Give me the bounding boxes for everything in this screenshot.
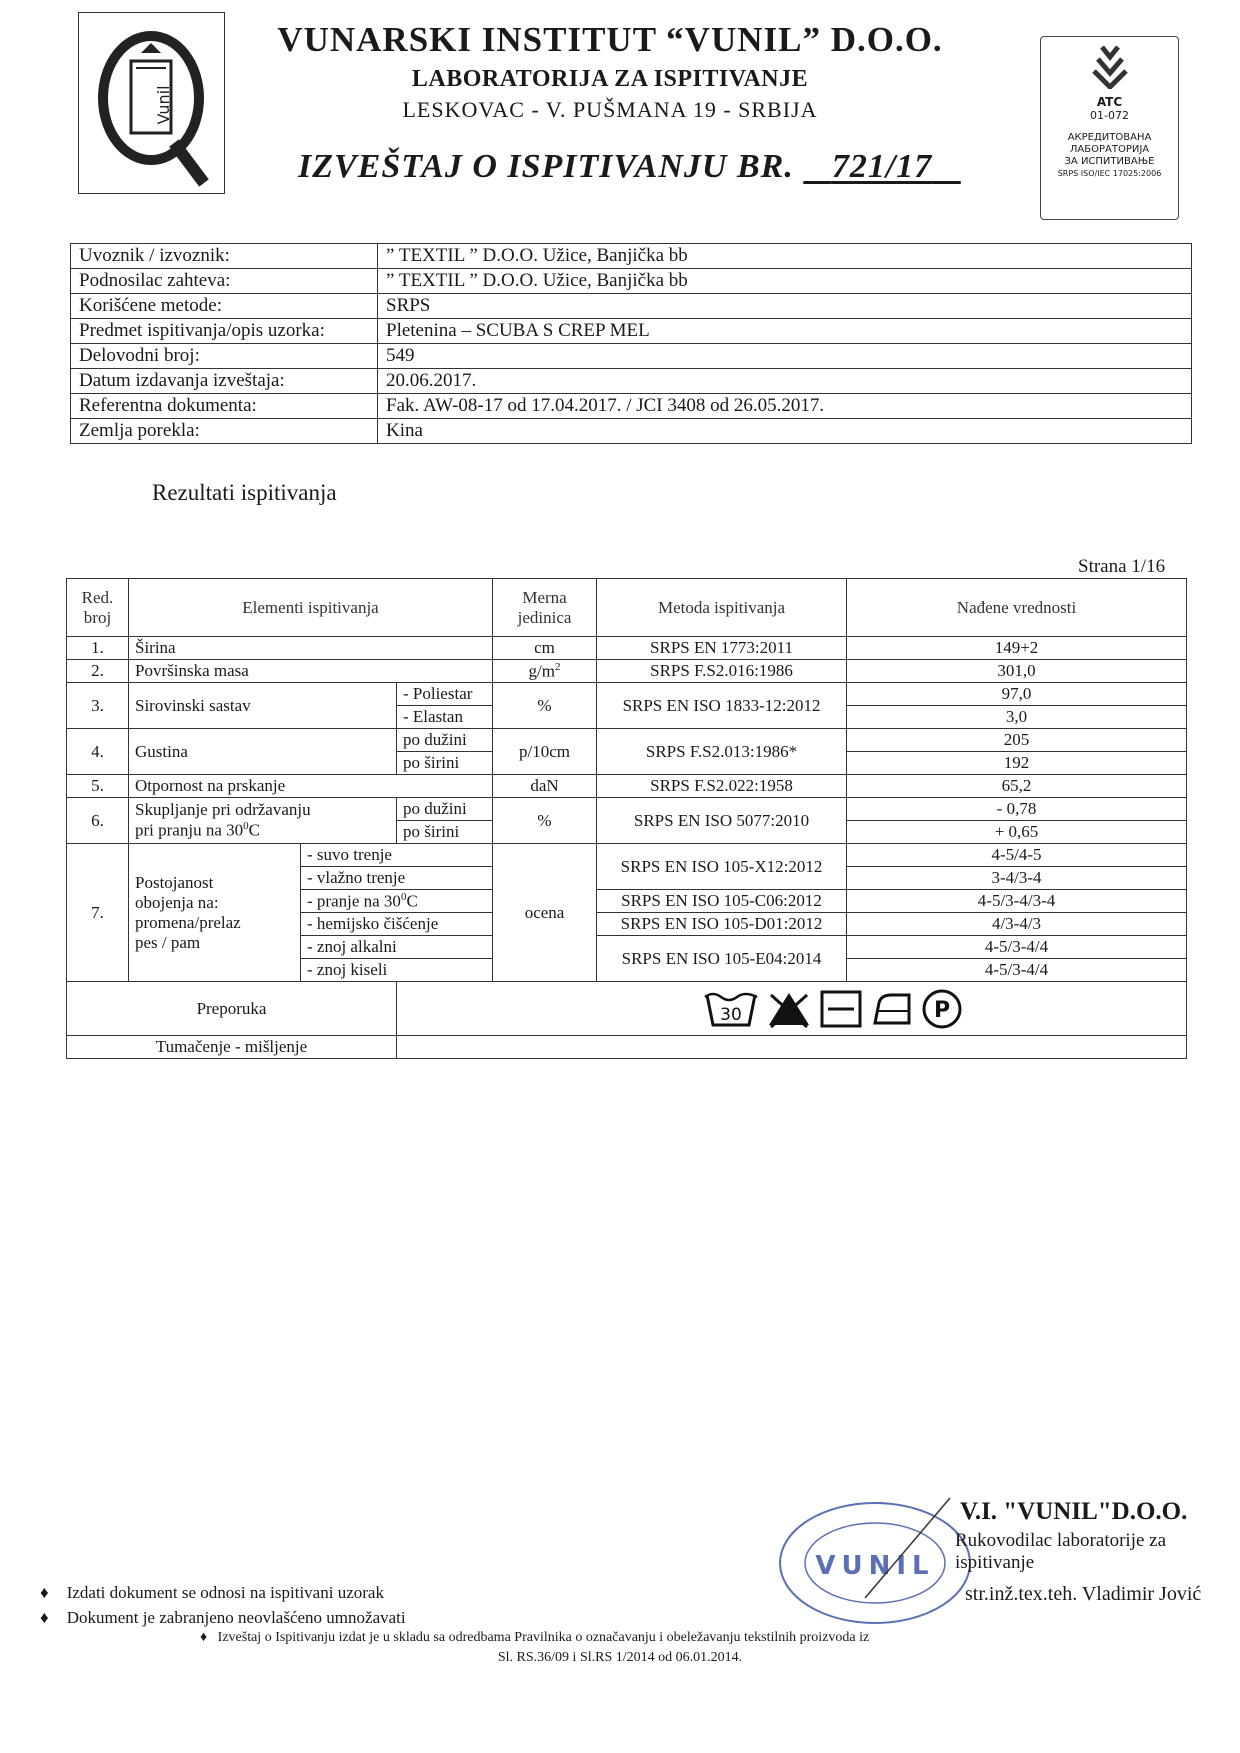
table-row <box>67 637 1187 660</box>
tumble-dry-prohibited-icon <box>819 989 863 1029</box>
info-label: Podnosilac zahteva: <box>71 269 378 294</box>
info-label: Predmet ispitivanja/opis uzorka: <box>71 319 378 344</box>
table-header-row <box>67 579 1187 637</box>
signature-role: Rukovodilac laboratorije za ispitivanje <box>955 1530 1167 1573</box>
info-value: Fak. AW-08-17 od 17.04.2017. / JCI 3408 od 26.05.2017. <box>378 394 1192 419</box>
info-row <box>71 319 1192 344</box>
row-method: SRPS EN ISO 105-C06:2012 <box>597 890 847 913</box>
svg-text:30: 30 <box>720 1004 742 1025</box>
info-value: 549 <box>378 344 1192 369</box>
row-method: SRPS EN 1773:2011 <box>597 637 847 660</box>
row-method: SRPS EN ISO 105-X12:2012 <box>597 844 847 890</box>
row-value: 4-5/3-4/3-4 <box>847 890 1187 913</box>
row-element: Gustina <box>129 729 397 775</box>
row-value: 301,0 <box>847 660 1187 683</box>
atc-line3: ЗА ИСПИТИВАЊЕ <box>1064 156 1155 167</box>
row-method: SRPS F.S2.016:1986 <box>597 660 847 683</box>
row-method: SRPS EN ISO 1833-12:2012 <box>597 683 847 729</box>
title-block <box>240 20 980 123</box>
row-unit: $g/m^2$ <box>493 660 597 683</box>
info-row <box>71 344 1192 369</box>
atc-line2: ЛАБОРАТОРИЈА <box>1069 144 1150 155</box>
row-method: SRPS EN ISO 105-D01:2012 <box>597 913 847 936</box>
header-values: Nađene vrednosti <box>847 579 1187 637</box>
row-element: Skupljanje pri održavanju pri pranju na $30^0C$ <box>129 798 397 844</box>
dry-clean-p-icon <box>921 988 963 1030</box>
no-bleach-icon <box>765 989 813 1029</box>
row-element: Postojanost obojenja na: promena/prelaz pes / pam <box>129 844 301 982</box>
row-value: 205 <box>847 729 1187 752</box>
institute-logo <box>78 12 225 194</box>
row-subelement: - suvo trenje <box>301 844 493 867</box>
row-unit: % <box>493 683 597 729</box>
info-value: Pletenina – SCUBA S CREP MEL <box>378 319 1192 344</box>
info-value: ” TEXTIL ” D.O.O. Užice, Banjička bb <box>378 269 1192 294</box>
institute-name: VUNARSKI INSTITUT “VUNIL” D.O.O. <box>277 20 943 59</box>
row-subelement: po širini <box>397 752 493 775</box>
row-no: 1. <box>67 637 129 660</box>
row-value: 4-5/3-4/4 <box>847 936 1187 959</box>
laboratory-stamp <box>770 1488 980 1638</box>
table-row <box>67 660 1187 683</box>
row-unit: ocena <box>493 844 597 982</box>
iron-icon <box>869 989 915 1029</box>
header-method: Metoda ispitivanja <box>597 579 847 637</box>
accreditation-badge <box>1040 36 1179 220</box>
row-no: 6. <box>67 798 129 844</box>
legal-line2: Sl. RS.36/09 i Sl.RS 1/2014 od 06.01.2014. <box>497 1650 743 1665</box>
info-label: Zemlja porekla: <box>71 419 378 444</box>
stamp-text: VUNIL <box>815 1551 935 1581</box>
table-row <box>67 798 1187 821</box>
row-subelement: - hemijsko čišćenje <box>301 913 493 936</box>
info-label: Datum izdavanja izveštaja: <box>71 369 378 394</box>
info-row <box>71 369 1192 394</box>
care-symbols <box>403 988 1180 1030</box>
row-subelement: - vlažno trenje <box>301 867 493 890</box>
header-elements: Elementi ispitivanja <box>129 579 493 637</box>
row-element: Širina <box>129 637 493 660</box>
bullet-icon: ♦ <box>200 1630 208 1645</box>
atc-checkmark-icon <box>1090 45 1130 89</box>
bullet-icon: ♦ <box>40 1608 49 1627</box>
info-value: ” TEXTIL ” D.O.O. Užice, Banjička bb <box>378 244 1192 269</box>
row-value: - 0,78 <box>847 798 1187 821</box>
row-value: 4-5/4-5 <box>847 844 1187 867</box>
interpretation-row <box>67 1036 1187 1059</box>
row-value: 149+2 <box>847 637 1187 660</box>
row-value: 4/3-4/3 <box>847 913 1187 936</box>
info-value: Kina <box>378 419 1192 444</box>
table-row <box>67 683 1187 706</box>
interpretation-value <box>397 1036 1187 1059</box>
row-subelement: - znoj alkalni <box>301 936 493 959</box>
signature-name: str.inž.tex.teh. Vladimir Jović <box>965 1583 1202 1605</box>
sample-info-table <box>70 243 1192 444</box>
row-unit: cm <box>493 637 597 660</box>
row-no: 5. <box>67 775 129 798</box>
note-item: ♦ Izdati dokument se odnosi na ispitivani uzorak <box>40 1580 406 1605</box>
info-value: SRPS <box>378 294 1192 319</box>
info-row <box>71 394 1192 419</box>
table-row <box>67 844 1187 867</box>
row-subelement: po dužini <box>397 798 493 821</box>
notes <box>40 1580 406 1630</box>
atc-number: 01-072 <box>1090 109 1129 122</box>
info-label: Korišćene metode: <box>71 294 378 319</box>
vunil-logo-icon <box>79 13 224 193</box>
info-row <box>71 294 1192 319</box>
row-value: 97,0 <box>847 683 1187 706</box>
info-label: Delovodni broj: <box>71 344 378 369</box>
laboratory-address: LESKOVAC - V. PUŠMANA 19 - SRBIJA <box>402 97 818 122</box>
atc-standard: SRPS ISO/IEC 17025:2006 <box>1057 169 1162 178</box>
info-row <box>71 269 1192 294</box>
row-element: Površinska masa <box>129 660 493 683</box>
row-method: SRPS F.S2.013:1986* <box>597 729 847 775</box>
report-prefix: IZVEŠTAJ O ISPITIVANJU BR. <box>298 148 794 185</box>
table-row <box>67 775 1187 798</box>
row-value: 3-4/3-4 <box>847 867 1187 890</box>
atc-line1: АКРЕДИТОВАНА <box>1067 132 1152 143</box>
row-subelement: - znoj kiseli <box>301 959 493 982</box>
row-no: 4. <box>67 729 129 775</box>
legal-note <box>200 1628 1040 1668</box>
info-value: 20.06.2017. <box>378 369 1192 394</box>
row-value: 3,0 <box>847 706 1187 729</box>
row-subelement: po širini <box>397 821 493 844</box>
header-unit: Merna jedinica <box>493 579 597 637</box>
note-item: ♦ Dokument je zabranjeno neovlašćeno umnožavati <box>40 1605 406 1630</box>
info-label: Uvoznik / izvoznik: <box>71 244 378 269</box>
row-method: SRPS F.S2.022:1958 <box>597 775 847 798</box>
logo-text: Vunil <box>154 85 173 125</box>
signature-org: V.I. "VUNIL"D.O.O. <box>960 1498 1188 1525</box>
results-heading: Rezultati ispitivanja <box>152 480 337 505</box>
row-no: 2. <box>67 660 129 683</box>
care-symbols-cell <box>397 982 1187 1036</box>
row-unit: % <box>493 798 597 844</box>
laboratory-name: LABORATORIJA ZA ISPITIVANJE <box>411 66 809 92</box>
row-method: SRPS EN ISO 105-E04:2014 <box>597 936 847 982</box>
info-label: Referentna dokumenta: <box>71 394 378 419</box>
row-value: 192 <box>847 752 1187 775</box>
row-no: 3. <box>67 683 129 729</box>
wash-30-icon <box>703 989 759 1029</box>
row-subelement: - Poliestar <box>397 683 493 706</box>
recommendation-row <box>67 982 1187 1036</box>
row-value: 65,2 <box>847 775 1187 798</box>
table-row <box>67 729 1187 752</box>
row-method: SRPS EN ISO 5077:2010 <box>597 798 847 844</box>
row-no: 7. <box>67 844 129 982</box>
row-subelement: - Elastan <box>397 706 493 729</box>
interpretation-label: Tumačenje - mišljenje <box>67 1036 397 1059</box>
row-unit: p/10cm <box>493 729 597 775</box>
legal-line1: ♦ Izveštaj o Ispitivanju izdat je u skladu sa odredbama Pravilnika o označavanju i obeležavanju tekstilnih proizvoda iz <box>200 1630 870 1645</box>
row-subelement: - pranje na $30^0C$ <box>301 890 493 913</box>
recommendation-label: Preporuka <box>67 982 397 1036</box>
page-label: Strana 1/16 <box>1078 556 1166 577</box>
header-no: Red. broj <box>67 579 129 637</box>
row-subelement: po dužini <box>397 729 493 752</box>
bullet-icon: ♦ <box>40 1583 49 1602</box>
results-table <box>66 578 1187 1059</box>
row-value: + 0,65 <box>847 821 1187 844</box>
info-row <box>71 419 1192 444</box>
svg-text:P: P <box>933 997 951 1023</box>
row-value: 4-5/3-4/4 <box>847 959 1187 982</box>
report-title <box>298 148 961 186</box>
row-element: Sirovinski sastav <box>129 683 397 729</box>
row-element: Otpornost na prskanje <box>129 775 493 798</box>
row-unit: daN <box>493 775 597 798</box>
info-row <box>71 244 1192 269</box>
report-number: 721/17 <box>831 148 933 185</box>
signature-stroke <box>865 1498 950 1598</box>
atc-code: ATC <box>1096 95 1123 109</box>
